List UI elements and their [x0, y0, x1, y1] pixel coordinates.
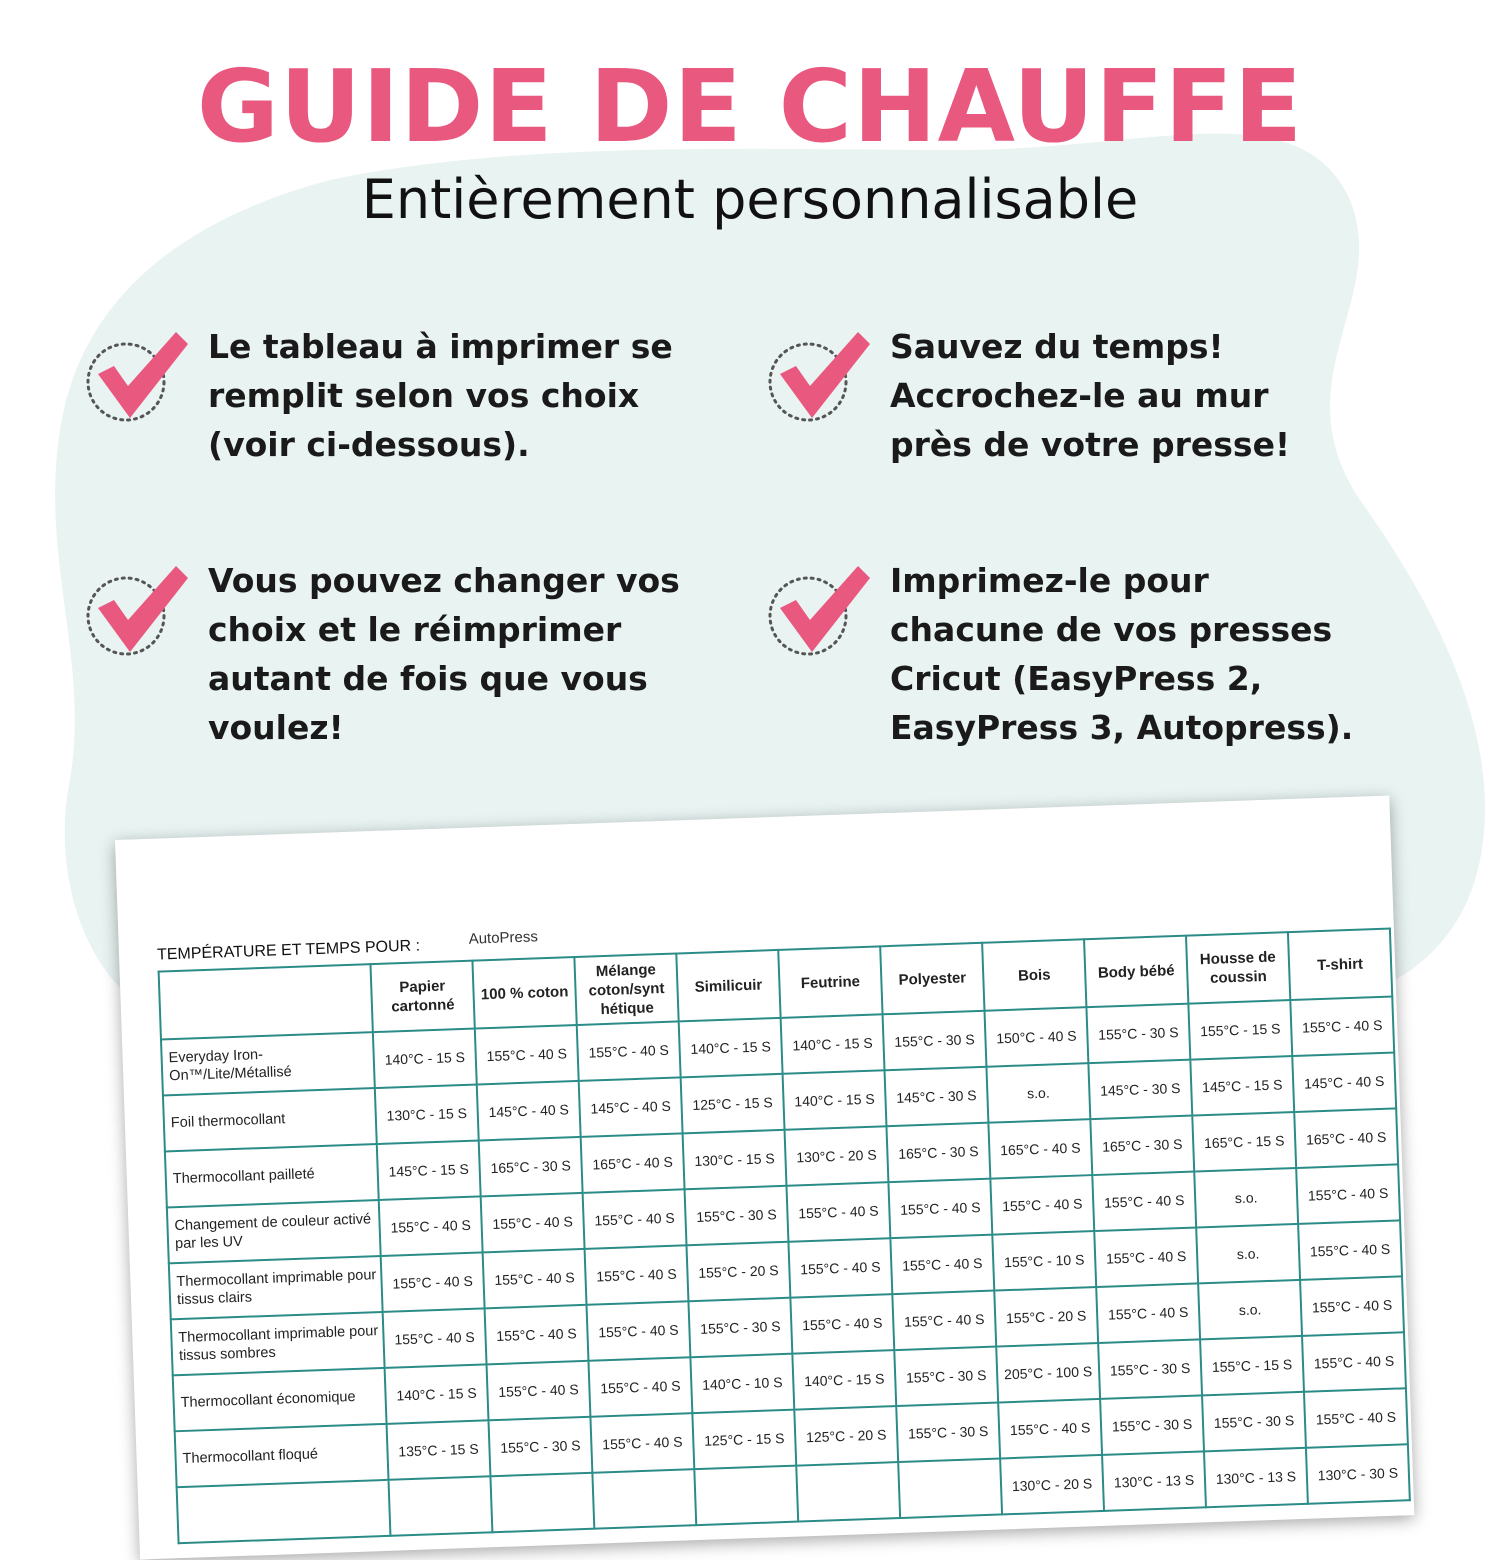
table-cell: 155°C - 40 S: [577, 1021, 681, 1081]
column-header: Feutrine: [778, 946, 882, 1018]
table-cell: 155°C - 30 S: [1098, 1339, 1202, 1399]
check-icon: [84, 322, 194, 422]
table-cell: 165°C - 40 S: [581, 1133, 685, 1193]
table-cell: 155°C - 40 S: [383, 1308, 487, 1368]
table-cell: 155°C - 40 S: [381, 1252, 485, 1312]
table-cell: 165°C - 40 S: [988, 1119, 1092, 1179]
row-label: Thermocollant économique: [173, 1368, 387, 1431]
table-cell: 140°C - 15 S: [792, 1350, 896, 1410]
table-cell: 130°C - 20 S: [785, 1126, 889, 1186]
page-subtitle: Entièrement personnalisable: [361, 168, 1139, 231]
table-cell: [694, 1466, 798, 1526]
table-cell: 155°C - 15 S: [1200, 1336, 1304, 1396]
table-cell: 145°C - 40 S: [1292, 1052, 1396, 1112]
table-cell: 155°C - 40 S: [583, 1189, 687, 1249]
check-icon: [84, 556, 194, 656]
table-cell: s.o.: [1196, 1224, 1300, 1284]
table-cell: 155°C - 40 S: [790, 1294, 894, 1354]
heat-table: [158, 928, 1411, 1545]
table-cell: 155°C - 30 S: [896, 1403, 1000, 1463]
table-cell: 130°C - 15 S: [683, 1130, 787, 1190]
table-cell: 155°C - 40 S: [483, 1249, 587, 1309]
column-header: Papier cartonné: [370, 961, 474, 1033]
table-cell: 155°C - 40 S: [1094, 1228, 1198, 1288]
table-cell: [490, 1473, 594, 1533]
column-header: Body bébé: [1084, 936, 1188, 1008]
feature-text: Sauvez du temps! Accrochez-le au mur près de votre presse!: [890, 327, 1290, 464]
sheet-press-name: AutoPress: [468, 928, 539, 948]
table-cell: 130°C - 30 S: [1306, 1444, 1410, 1504]
table-cell: 155°C - 30 S: [883, 1011, 987, 1071]
table-cell: 130°C - 20 S: [1000, 1455, 1104, 1515]
table-cell: 125°C - 15 S: [692, 1410, 796, 1470]
table-cell: 155°C - 40 S: [585, 1245, 689, 1305]
table-cell: 155°C - 40 S: [475, 1025, 579, 1085]
table-cell: 155°C - 20 S: [686, 1242, 790, 1302]
table-cell: 140°C - 15 S: [781, 1014, 885, 1074]
table-cell: 155°C - 40 S: [890, 1235, 994, 1295]
table-cell: 205°C - 100 S: [996, 1343, 1100, 1403]
check-icon: [766, 322, 876, 422]
table-cell: 140°C - 15 S: [679, 1018, 783, 1078]
table-cell: 155°C - 40 S: [1096, 1283, 1200, 1343]
table-cell: 155°C - 40 S: [481, 1193, 585, 1253]
table-cell: 155°C - 30 S: [894, 1347, 998, 1407]
table-cell: 140°C - 15 S: [373, 1029, 477, 1089]
table-cell: 135°C - 15 S: [387, 1420, 491, 1480]
table-cell: 155°C - 40 S: [786, 1182, 890, 1242]
table-cell: 155°C - 40 S: [588, 1357, 692, 1417]
table-cell: 155°C - 40 S: [788, 1238, 892, 1298]
sheet-header: [156, 928, 539, 964]
row-label: Foil thermocollant: [163, 1088, 377, 1151]
table-cell: 125°C - 15 S: [681, 1074, 785, 1134]
row-label: Thermocollant imprimable pour tissus clairs: [169, 1256, 383, 1319]
column-header: Housse de coussin: [1186, 932, 1290, 1004]
table-cell: [796, 1462, 900, 1522]
table-cell: 165°C - 30 S: [479, 1137, 583, 1197]
row-label: Thermocollant pailleté: [165, 1144, 379, 1207]
table-cell: 140°C - 15 S: [385, 1364, 489, 1424]
table-cell: 155°C - 15 S: [1188, 1000, 1292, 1060]
table-cell: 145°C - 15 S: [377, 1140, 481, 1200]
table-cell: 155°C - 40 S: [1304, 1388, 1408, 1448]
table-cell: 140°C - 15 S: [783, 1070, 887, 1130]
table-cell: 165°C - 40 S: [1294, 1108, 1398, 1168]
column-header: Similicuir: [676, 950, 780, 1022]
table-cell: 130°C - 13 S: [1102, 1451, 1206, 1511]
row-label: [177, 1480, 391, 1543]
column-header: Polyester: [880, 943, 984, 1015]
table-cell: 155°C - 40 S: [998, 1399, 1102, 1459]
table-cell: 155°C - 30 S: [688, 1298, 792, 1358]
table-cell: 155°C - 30 S: [488, 1417, 592, 1477]
table-cell: 130°C - 15 S: [375, 1085, 479, 1145]
table-cell: 145°C - 40 S: [477, 1081, 581, 1141]
column-header: Bois: [982, 939, 1086, 1011]
table-cell: 155°C - 20 S: [994, 1287, 1098, 1347]
table-cell: 155°C - 30 S: [685, 1186, 789, 1246]
table-cell: 155°C - 40 S: [1302, 1332, 1406, 1392]
sheet-heading: TEMPÉRATURE ET TEMPS POUR :: [156, 937, 421, 964]
table-cell: 155°C - 10 S: [992, 1231, 1096, 1291]
table-cell: 155°C - 40 S: [1296, 1164, 1400, 1224]
table-cell: 155°C - 40 S: [1298, 1220, 1402, 1280]
table-cell: 155°C - 40 S: [1300, 1276, 1404, 1336]
table-cell: 145°C - 40 S: [579, 1077, 683, 1137]
table-cell: 140°C - 10 S: [690, 1354, 794, 1414]
table-cell: 155°C - 30 S: [1086, 1004, 1190, 1064]
table-cell: 165°C - 30 S: [1090, 1116, 1194, 1176]
row-label: Changement de couleur activé par les UV: [167, 1200, 381, 1263]
table-cell: 155°C - 40 S: [487, 1361, 591, 1421]
table-cell: 155°C - 40 S: [379, 1196, 483, 1256]
column-header: T-shirt: [1288, 929, 1392, 1001]
table-cell: 125°C - 20 S: [794, 1406, 898, 1466]
page-title: GUIDE DE CHAUFFE: [196, 48, 1304, 165]
row-label: Thermocollant imprimable pour tissus sombres: [171, 1312, 385, 1375]
table-cell: [592, 1469, 696, 1529]
table-cell: 155°C - 40 S: [990, 1175, 1094, 1235]
table-cell: s.o.: [1198, 1280, 1302, 1340]
table-cell: 145°C - 30 S: [1088, 1060, 1192, 1120]
column-header: 100 % coton: [472, 957, 576, 1029]
table-cell: 150°C - 40 S: [984, 1007, 1088, 1067]
feature-text: Le tableau à imprimer se remplit selon vos choix (voir ci-dessous).: [208, 327, 673, 464]
table-cell: [388, 1476, 492, 1536]
table-corner-cell: [159, 964, 373, 1039]
table-cell: 165°C - 15 S: [1192, 1112, 1296, 1172]
row-label: Thermocollant floqué: [175, 1424, 389, 1487]
table-cell: 155°C - 40 S: [888, 1179, 992, 1239]
row-label: Everyday Iron-On™/Lite/Métallisé: [161, 1032, 375, 1095]
check-icon: [766, 556, 876, 656]
table-cell: [898, 1458, 1002, 1518]
table-cell: 155°C - 40 S: [590, 1413, 694, 1473]
table-cell: 155°C - 40 S: [485, 1305, 589, 1365]
printable-sheet: [115, 796, 1414, 1560]
table-cell: 145°C - 15 S: [1190, 1056, 1294, 1116]
feature-text: Vous pouvez changer vos choix et le réimprimer autant de fois que vous voulez!: [208, 561, 680, 747]
table-cell: 155°C - 40 S: [892, 1291, 996, 1351]
table-cell: s.o.: [986, 1063, 1090, 1123]
table-cell: 145°C - 30 S: [885, 1067, 989, 1127]
table-cell: 155°C - 40 S: [1290, 997, 1394, 1057]
column-header: Mélange coton/synt hétique: [574, 953, 678, 1025]
table-cell: 130°C - 13 S: [1204, 1448, 1308, 1508]
table-cell: 155°C - 40 S: [587, 1301, 691, 1361]
feature-text: Imprimez-le pour chacune de vos presses Cricut (EasyPress 2, EasyPress 3, Autopress).: [890, 561, 1354, 747]
table-cell: s.o.: [1194, 1168, 1298, 1228]
table-cell: 165°C - 30 S: [886, 1123, 990, 1183]
table-cell: 155°C - 30 S: [1100, 1395, 1204, 1455]
table-cell: 155°C - 30 S: [1202, 1392, 1306, 1452]
table-cell: 155°C - 40 S: [1092, 1172, 1196, 1232]
